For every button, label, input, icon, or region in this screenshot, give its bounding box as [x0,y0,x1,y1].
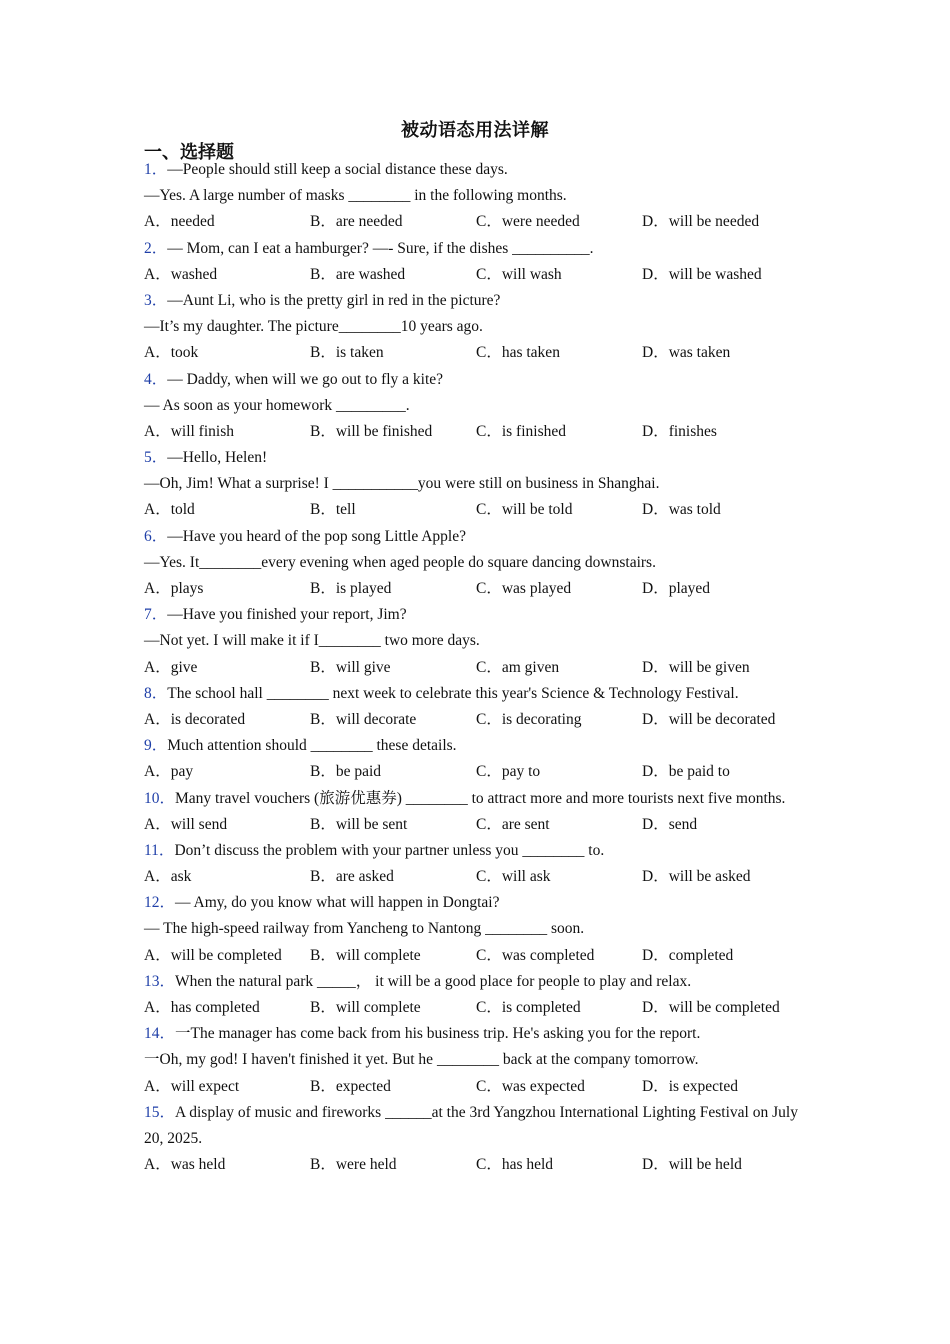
answer-option[interactable]: A．plays [144,580,204,597]
answer-option[interactable]: B．will be sent [310,815,408,833]
answer-option[interactable]: D．will be asked [642,868,751,886]
answer-option[interactable]: B．tell [310,501,356,519]
question-text: Don’t discuss the problem with your partner unless you ________ to. [174,841,605,859]
answer-option[interactable]: A．has completed [144,999,260,1017]
question-stem [144,786,814,812]
answer-option[interactable]: A．ask [144,868,192,886]
answer-option[interactable]: C．was played [476,580,572,597]
answer-options [144,1074,814,1100]
answer-options [144,497,814,523]
question-number: 14． [144,1025,176,1043]
answer-option[interactable]: B．are asked [310,868,394,886]
answer-options [144,864,814,890]
question-item [144,602,814,681]
answer-option[interactable]: B．will decorate [310,710,417,728]
question-text: —Aunt Li, who is the pretty girl in red in the picture? [167,291,501,309]
answer-option[interactable]: A．will be completed [144,946,282,964]
question-text: —Yes. It________every evening when aged people do square dancing downstairs. [144,553,656,571]
answer-options [144,209,814,235]
question-text: Many travel vouchers (旅游优惠券) ________ to attract more and more tourists next five months. [175,789,786,807]
question-item [144,236,814,288]
answer-option[interactable]: B．were held [310,1156,397,1174]
question-line [144,916,814,942]
answer-options [144,262,814,288]
question-number: 11． [144,841,175,859]
question-text: 一Oh, my god! I haven't finished it yet. But he ________ back at the company tomorrow. [144,1051,699,1069]
question-stem [144,236,814,262]
answer-option[interactable]: B．be paid [310,763,382,781]
question-number: 7． [144,606,168,624]
answer-option[interactable]: D．will be completed [642,999,780,1017]
question-text: — Daddy, when will we go out to fly a kite? [167,370,444,388]
answer-option[interactable]: C．is completed [476,999,581,1017]
question-text: —Oh, Jim! What a surprise! I ___________you were still on business in Shanghai. [144,475,660,493]
answer-options [144,943,814,969]
answer-options [144,340,814,366]
question-stem [144,602,814,628]
answer-option[interactable]: B．will complete [310,999,421,1017]
answer-options [144,995,814,1021]
question-number: 3． [144,291,168,309]
question-number: 13． [144,972,176,990]
answer-option[interactable]: C．has held [476,1156,554,1174]
question-line [144,471,814,497]
answer-option[interactable]: D．will be given [642,658,750,676]
question-text: — As soon as your homework _________. [144,396,410,414]
question-text: Much attention should ________ these details. [167,737,457,755]
answer-option[interactable]: B．will give [310,658,391,676]
answer-option[interactable]: A．needed [144,213,215,231]
answer-option[interactable]: C．are sent [476,815,550,833]
answer-option[interactable]: D．completed [642,946,734,964]
question-number: 10． [144,789,176,807]
question-number: 15． [144,1103,176,1121]
answer-options [144,812,814,838]
question-text: — The high-speed railway from Yancheng to Nantong ________ soon. [144,920,585,938]
answer-option[interactable]: B．are washed [310,265,406,283]
question-text: — Amy, do you know what will happen in Dongtai? [175,894,500,912]
question-line [144,393,814,419]
question-item [144,733,814,785]
question-text: When the natural park _____， it will be a good place for people to play and relax. [175,972,692,990]
question-number: 12． [144,894,176,912]
answer-options [144,419,814,445]
section-heading: 一、选择题 [144,142,234,162]
question-text: 一The manager has come back from his business trip. He's asking you for the report. [175,1025,701,1043]
question-item [144,288,814,367]
answer-option[interactable]: B．expected [310,1077,391,1095]
question-item [144,445,814,524]
answer-option[interactable]: C．pay to [476,763,541,781]
answer-option[interactable]: C．will wash [476,265,562,283]
question-stem [144,1021,814,1047]
question-stem [144,288,814,314]
question-stem [144,681,814,707]
answer-option[interactable]: C．were needed [476,213,580,231]
answer-option[interactable]: B．will be finished [310,422,433,440]
question-line [144,314,814,340]
answer-option[interactable]: B．are needed [310,213,403,231]
question-number: 4． [144,370,168,388]
question-number: 1． [144,161,168,178]
answer-option[interactable]: C．is finished [476,422,566,440]
answer-option[interactable]: D．is expected [642,1077,738,1095]
answer-option[interactable]: B．is taken [310,344,384,362]
answer-option[interactable]: D．was told [642,501,721,519]
answer-option[interactable]: C．am given [476,658,560,676]
answer-option[interactable]: A．give [144,658,198,676]
question-list [144,157,814,1178]
question-text: —People should still keep a social distance these days. [167,161,508,178]
answer-option[interactable]: C．will ask [476,868,551,886]
answer-option[interactable]: D．will be needed [642,213,760,231]
question-stem [144,733,814,759]
answer-option[interactable]: A．will expect [144,1077,240,1095]
answer-option[interactable]: D．send [642,815,698,833]
answer-option[interactable]: A．took [144,344,199,362]
answer-option[interactable]: C．was completed [476,946,595,964]
question-stem [144,445,814,471]
question-text: —Have you finished your report, Jim? [167,606,407,624]
answer-options [144,576,814,602]
question-number: 2． [144,239,168,257]
answer-option[interactable]: D．was taken [642,344,731,362]
question-text: A display of music and fireworks ______at the 3rd Yangzhou International Lighting Festival on July 20, 2025. [144,1103,798,1147]
question-text: —Hello, Helen! [167,449,268,467]
answer-option[interactable]: A．is decorated [144,710,246,728]
question-item [144,969,814,1021]
question-text: —Have you heard of the pop song Little Apple? [167,527,466,545]
question-item [144,367,814,446]
answer-options [144,707,814,733]
answer-option[interactable]: D．will be held [642,1156,742,1174]
answer-option[interactable]: C．is decorating [476,710,582,728]
question-line [144,1047,814,1073]
question-stem [144,367,814,393]
question-number: 8． [144,684,168,702]
question-stem [144,524,814,550]
question-item [144,681,814,733]
answer-option[interactable]: D．be paid to [642,763,730,781]
document-title: 被动语态用法详解 [401,120,549,140]
question-number: 6． [144,527,168,545]
question-stem [144,157,814,183]
question-line [144,183,814,209]
question-stem [144,890,814,916]
answer-option[interactable]: C．has taken [476,344,560,362]
question-item [144,157,814,236]
question-item [144,1021,814,1100]
answer-options [144,655,814,681]
question-item [144,524,814,603]
question-line [144,628,814,654]
question-item [144,1100,814,1179]
answer-option[interactable]: D．finishes [642,422,717,440]
answer-option[interactable]: C．will be told [476,501,573,519]
question-item [144,838,814,890]
question-text: — Mom, can I eat a hamburger? —- Sure, if the dishes __________. [167,239,594,257]
question-item [144,890,814,969]
question-number: 5． [144,449,168,467]
answer-options [144,759,814,785]
question-stem [144,969,814,995]
answer-option[interactable]: B．will complete [310,946,421,964]
answer-option[interactable]: D．played [642,580,711,597]
answer-option[interactable]: D．will be washed [642,265,762,283]
answer-option[interactable]: A．washed [144,265,218,283]
answer-option[interactable]: A．will send [144,815,228,833]
question-text: —Not yet. I will make it if I________ two more days. [144,632,480,650]
question-line [144,550,814,576]
answer-option[interactable]: D．will be decorated [642,710,776,728]
question-stem [144,838,814,864]
answer-options [144,1152,814,1178]
answer-option[interactable]: A．was held [144,1156,226,1174]
answer-option[interactable]: A．will finish [144,422,234,440]
question-text: —Yes. A large number of masks ________ in the following months. [144,187,567,205]
answer-option[interactable]: B．is played [310,580,392,597]
question-text: —It’s my daughter. The picture________10 years ago. [144,318,483,336]
question-number: 9． [144,737,168,755]
question-text: The school hall ________ next week to celebrate this year's Science & Technology Festival. [167,684,739,702]
answer-option[interactable]: A．pay [144,763,194,781]
question-stem [144,1100,814,1152]
answer-option[interactable]: A．told [144,501,195,519]
answer-option[interactable]: C．was expected [476,1077,585,1095]
question-item [144,786,814,838]
